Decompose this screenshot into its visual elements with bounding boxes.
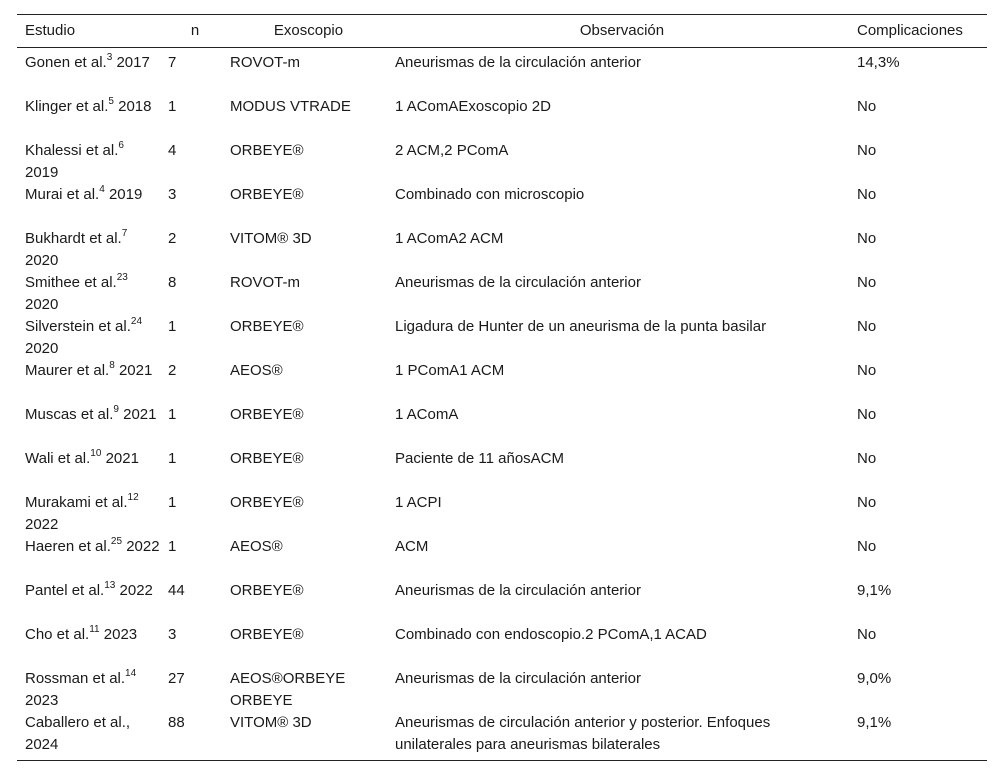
cell-exoscope: ORBEYE® — [230, 142, 304, 159]
study-reference: 7 — [121, 228, 128, 239]
study-reference: 9 — [113, 404, 119, 415]
cell-observation: Aneurismas de la circulación anterior — [395, 582, 641, 599]
cell-observation: 1 PComA1 ACM — [395, 362, 505, 379]
study-reference: 11 — [89, 624, 100, 635]
study-author: Smithee et al. — [25, 274, 117, 291]
cell-observation: 1 AComA — [395, 406, 459, 423]
table-row — [17, 272, 987, 316]
cell-study — [17, 96, 160, 140]
study-year: 2019 — [25, 164, 59, 181]
cell-observation: 2 ACM,2 PComA — [395, 142, 509, 159]
cell-complications: No — [857, 186, 877, 203]
cell-study — [17, 712, 160, 761]
study-author: Bukhardt et al. — [25, 230, 122, 247]
cell-n: 2 — [168, 230, 177, 247]
table-row — [17, 448, 987, 492]
study-year: 2020 — [25, 340, 59, 357]
study-reference: 12 — [127, 492, 139, 503]
study-author: Silverstein et al. — [25, 318, 131, 335]
study-reference: 6 — [118, 140, 124, 151]
cell-observation: 1 ACPI — [395, 494, 442, 511]
study-author: Caballero et al., 2024 — [25, 714, 131, 753]
cell-complications: No — [857, 362, 877, 379]
study-reference: 23 — [116, 272, 128, 283]
cell-study — [17, 492, 160, 536]
cell-complications: No — [857, 626, 877, 643]
cell-exoscope: VITOM® 3D — [230, 230, 312, 247]
study-reference: 5 — [108, 96, 114, 107]
study-year: 2020 — [25, 252, 59, 269]
study-reference: 25 — [110, 536, 123, 547]
cell-n: 88 — [160, 712, 222, 761]
table-header — [17, 15, 987, 48]
table-row — [17, 316, 987, 360]
study-author: Pantel et al. — [25, 582, 105, 599]
study-year: 2022 — [25, 516, 59, 533]
table-row — [17, 96, 987, 140]
cell-study — [17, 360, 160, 404]
cell-complications: No — [857, 98, 877, 115]
studies-table — [17, 14, 987, 761]
header-complications: Complicaciones — [849, 15, 987, 48]
cell-study — [17, 184, 160, 228]
cell-exoscope: ORBEYE® — [230, 318, 304, 335]
table-body — [17, 48, 987, 761]
cell-n: 1 — [168, 538, 177, 555]
cell-n: 3 — [168, 626, 177, 643]
cell-exoscope: ROVOT-m — [230, 54, 300, 71]
header-observation: Observación — [387, 15, 849, 48]
study-year: 2021 — [105, 450, 139, 467]
study-author: Gonen et al. — [25, 54, 107, 71]
cell-complications: No — [857, 450, 877, 467]
cell-observation: Paciente de 11 añosACM — [395, 450, 564, 467]
table-row — [17, 580, 987, 624]
study-author: Wali et al. — [25, 450, 91, 467]
cell-complications: No — [857, 230, 877, 247]
cell-complications: 9,1% — [857, 582, 892, 599]
cell-observation: ACM — [395, 538, 429, 555]
cell-study — [17, 140, 160, 184]
cell-n: 1 — [168, 318, 177, 335]
cell-observation: Combinado con endoscopio.2 PComA,1 ACAD — [395, 626, 707, 643]
cell-study — [17, 316, 160, 360]
cell-observation: 1 AComAExoscopio 2D — [395, 98, 551, 115]
cell-study — [17, 668, 160, 712]
cell-n: 2 — [168, 362, 177, 379]
cell-study — [17, 624, 160, 668]
table-row — [17, 624, 987, 668]
study-reference: 4 — [99, 184, 105, 195]
cell-exoscope: VITOM® 3D — [222, 712, 387, 761]
study-year: 2023 — [103, 626, 138, 643]
cell-exoscope: AEOS® — [230, 362, 283, 379]
cell-study — [17, 404, 160, 448]
cell-complications: No — [857, 274, 877, 291]
studies-table-container — [17, 14, 987, 761]
study-reference: 8 — [109, 360, 115, 371]
study-reference: 3 — [106, 52, 113, 63]
table-row — [17, 360, 987, 404]
header-n: n — [160, 15, 222, 48]
cell-n: 1 — [168, 494, 177, 511]
table-row — [17, 228, 987, 272]
cell-observation: Aneurismas de la circulación anterior — [395, 670, 641, 687]
table-row — [17, 48, 987, 97]
study-year: 2023 — [25, 692, 59, 709]
cell-study — [17, 536, 160, 580]
study-year: 2022 — [126, 538, 160, 555]
cell-study — [17, 580, 160, 624]
study-author: Maurer et al. — [25, 362, 110, 379]
cell-n: 3 — [168, 186, 177, 203]
cell-observation: Aneurismas de la circulación anterior — [395, 54, 641, 71]
cell-observation: Aneurismas de circulación anterior y posterior. Enfoques unilaterales para aneurismas bilaterales — [387, 712, 849, 761]
cell-study — [17, 448, 160, 492]
cell-study — [17, 228, 160, 272]
study-reference: 10 — [90, 448, 102, 459]
cell-n: 8 — [168, 274, 177, 291]
cell-exoscope: MODUS VTRADE — [230, 98, 351, 115]
study-year: 2017 — [116, 54, 150, 71]
cell-observation: Aneurismas de la circulación anterior — [395, 274, 641, 291]
cell-complications: No — [857, 494, 877, 511]
study-author: Haeren et al. — [25, 538, 111, 555]
table-row — [17, 668, 987, 712]
study-year: 2019 — [108, 186, 143, 203]
cell-exoscope: ORBEYE® — [230, 582, 304, 599]
cell-n: 27 — [168, 670, 185, 687]
study-author: Khalessi et al. — [25, 142, 119, 159]
cell-complications: No — [857, 318, 877, 335]
study-year: 2021 — [118, 362, 153, 379]
header-study: Estudio — [17, 15, 160, 48]
study-year: 2021 — [123, 406, 157, 423]
table-row — [17, 536, 987, 580]
study-reference: 14 — [125, 668, 137, 679]
study-author: Cho et al. — [25, 626, 90, 643]
cell-n: 7 — [168, 54, 177, 71]
cell-n: 1 — [168, 406, 177, 423]
cell-exoscope: AEOS®ORBEYE ORBEYE — [230, 670, 346, 709]
study-author: Murakami et al. — [25, 494, 128, 511]
cell-study — [17, 48, 160, 97]
cell-complications: 9,1% — [849, 712, 987, 761]
cell-exoscope: ORBEYE® — [230, 406, 304, 423]
cell-complications: 9,0% — [857, 670, 892, 687]
cell-exoscope: AEOS® — [230, 538, 283, 555]
table-row — [17, 184, 987, 228]
table-row — [17, 140, 987, 184]
study-author: Muscas et al. — [25, 406, 114, 423]
study-author: Murai et al. — [25, 186, 100, 203]
cell-exoscope: ORBEYE® — [230, 494, 304, 511]
cell-exoscope: ORBEYE® — [230, 626, 304, 643]
cell-study — [17, 272, 160, 316]
cell-observation: 1 AComA2 ACM — [395, 230, 504, 247]
study-reference: 13 — [104, 580, 116, 591]
cell-complications: No — [857, 406, 877, 423]
study-reference: 24 — [130, 316, 143, 327]
table-row — [17, 492, 987, 536]
table-row — [17, 404, 987, 448]
header-exoscope: Exoscopio — [222, 15, 387, 48]
cell-exoscope: ORBEYE® — [230, 186, 304, 203]
cell-observation: Ligadura de Hunter de un aneurisma de la punta basilar — [395, 318, 767, 335]
study-year: 2020 — [25, 296, 59, 313]
cell-n: 1 — [168, 450, 177, 467]
cell-n: 1 — [168, 98, 177, 115]
header-row — [17, 15, 987, 48]
cell-exoscope: ORBEYE® — [230, 450, 304, 467]
cell-observation: Combinado con microscopio — [395, 186, 585, 203]
study-author: Klinger et al. — [25, 98, 109, 115]
study-author: Rossman et al. — [25, 670, 126, 687]
table-row — [17, 712, 987, 761]
cell-complications: 14,3% — [857, 54, 900, 71]
cell-complications: No — [857, 538, 877, 555]
study-year: 2018 — [118, 98, 152, 115]
cell-exoscope: ROVOT-m — [230, 274, 300, 291]
cell-complications: No — [857, 142, 877, 159]
cell-n: 4 — [168, 142, 177, 159]
study-year: 2022 — [119, 582, 153, 599]
cell-n: 44 — [168, 582, 185, 599]
